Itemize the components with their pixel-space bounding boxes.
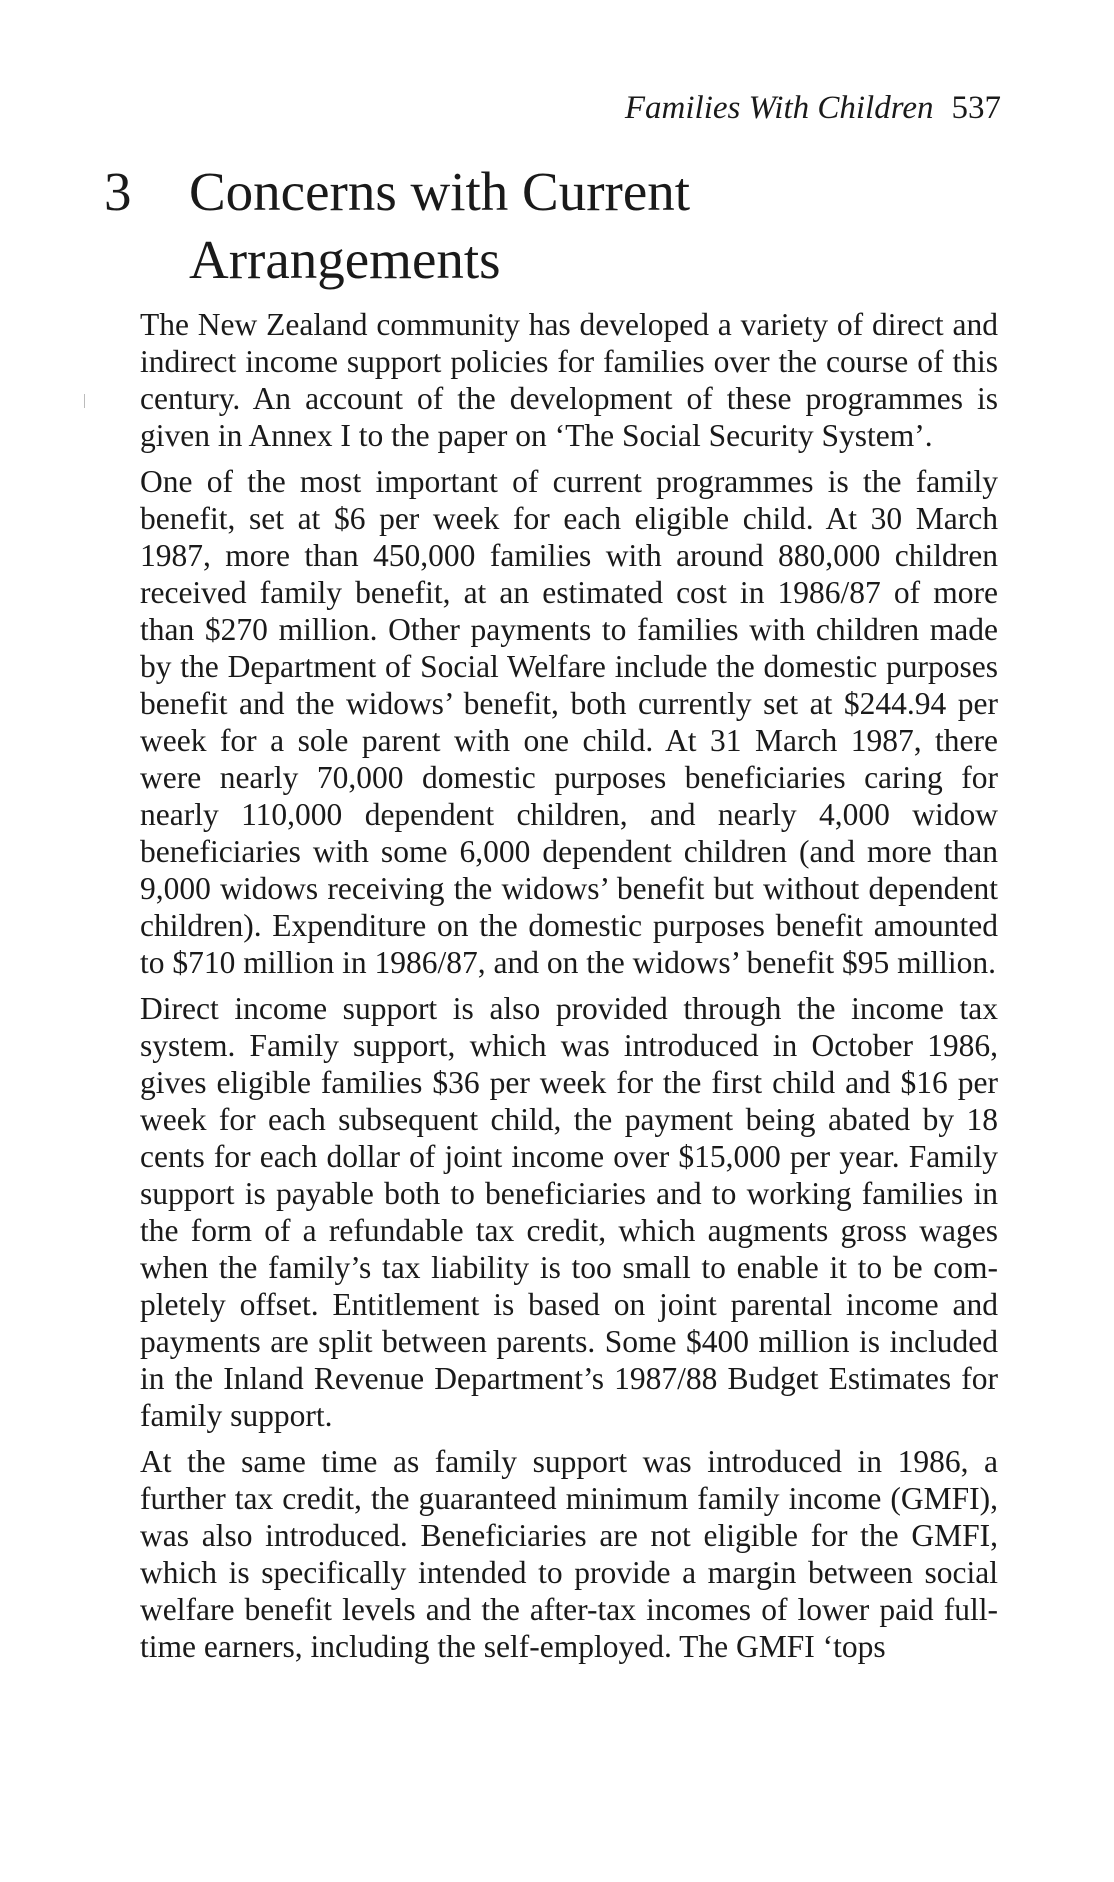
running-head bbox=[625, 88, 1001, 128]
paragraph-4: At the same time as family support was introduced in 1986, a further tax credit, the guaranteed minimum family income (GMFI), was also introduced. Beneficiaries are not eligible for the GMFI, which is specifically intended to provide a margin between social welfare benefit levels and the after-tax incomes of lower paid full-time earners, including the self-employed. The GMFI ‘tops bbox=[140, 1444, 998, 1664]
running-head-title: Families With Children bbox=[624, 90, 934, 126]
paragraph-3: Direct income support is also provided through the income tax system. Family support, which was introduced in October 1986, gives eligible families $36 per week for the first child and $16 per week for each subsequent child, the payment being abated by 18 cents for each dollar of joint income over $15,000 per year. Family support is payable both to beneficiaries and to working families in the form of a refundable tax credit, which augments gross wages when the family’s tax liability is too small to enable it to be completely offset. Entitlement is based on joint parental income and payments are split between parents. Some $400 million is included in the Inland Revenue Department’s 1987/88 Budget Estimates for family support. bbox=[140, 991, 998, 1433]
body-text bbox=[140, 306, 998, 1674]
chapter-number: 3 bbox=[104, 161, 132, 222]
chapter-heading bbox=[104, 158, 749, 294]
page-number: 537 bbox=[951, 90, 1001, 126]
paragraph-2: One of the most important of current programmes is the family benefit, set at $6 per week for each eligible child. At 30 March 1987, more than 450,000 families with around 880,000 children received family benefit, at an estimated cost in 1986/87 of more than $270 million. Other payments to families with children made by the Department of Social Welfare include the domestic purposes benefit and the widows’ benefit, both currently set at $244.94 per week for a sole parent with one child. At 31 March 1987, there were nearly 70,000 domestic purposes beneficiaries caring for nearly 110,000 dependent children, and nearly 4,000 widow beneficiaries with some 6,000 dependent children (and more than 9,000 widows receiving the widows’ benefit but without dependent children). Expenditure on the domestic purposes benefit amounted to $710 million in 1986/87, and on the widows’ benefit $95 million. bbox=[140, 464, 998, 980]
paragraph-1: The New Zealand community has developed a variety of direct and indirect income support policies for families over the course of this century. An account of the development of these programmes is given in Annex I to the paper on ‘The Social Security System’. bbox=[140, 307, 998, 453]
chapter-title: Concerns with Current Arrangements bbox=[189, 161, 691, 290]
margin-mark bbox=[84, 394, 85, 408]
